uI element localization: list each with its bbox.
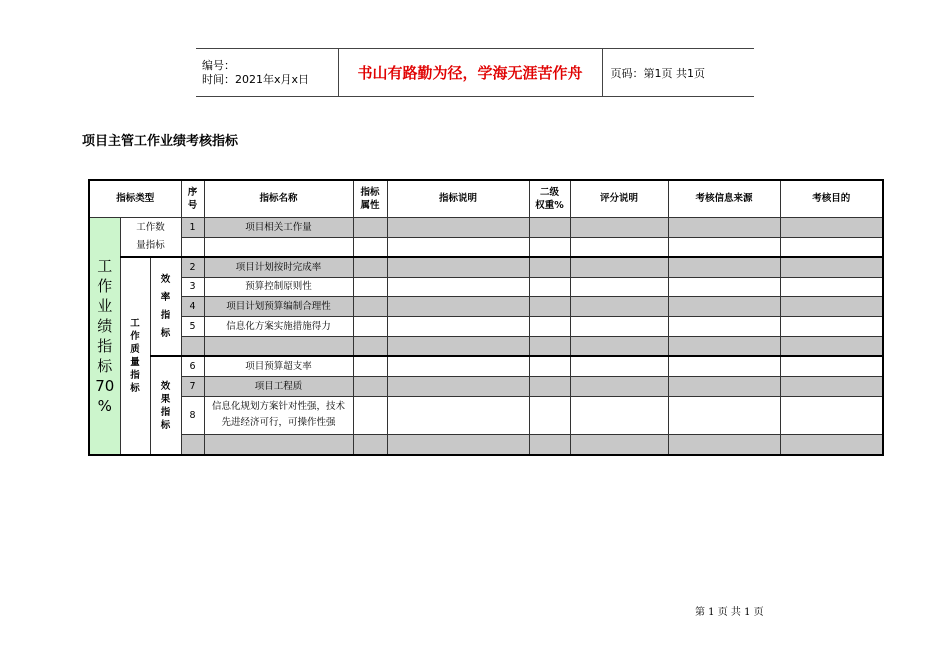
seq-cell: 7 [181, 376, 204, 396]
header-weight: 二级 权重% [529, 180, 570, 217]
name-cell: 信息化规划方案针对性强，技术先进经济可行，可操作性强 [204, 396, 353, 434]
seq-cell: 5 [181, 316, 204, 336]
header-attr: 指标 属性 [353, 180, 387, 217]
table-row [89, 257, 883, 277]
name-cell: 预算控制原则性 [204, 277, 353, 296]
seq-cell: 4 [181, 296, 204, 316]
seq-cell [181, 237, 204, 257]
table-row [89, 316, 883, 336]
name-cell [204, 434, 353, 455]
table-header-row [89, 180, 883, 217]
name-cell: 项目相关工作量 [204, 217, 353, 237]
category-effect: 效 果 指 标 [150, 356, 181, 455]
table-row [89, 376, 883, 396]
name-cell [204, 336, 353, 356]
number-label: 编号： [202, 58, 235, 72]
header-name: 指标名称 [204, 180, 353, 217]
table-row [89, 237, 883, 257]
name-cell: 项目预算超支率 [204, 356, 353, 376]
category-quality: 工 作 质 量 指 标 [120, 257, 150, 455]
category-quantity: 工作数 量指标 [120, 217, 181, 257]
motto: 书山有路勤为径，学海无涯苦作舟 [338, 49, 602, 97]
name-cell [204, 237, 353, 257]
seq-cell [181, 336, 204, 356]
category-level1: 工 作 业 绩 指 标 70 % [89, 217, 120, 455]
seq-cell [181, 434, 204, 455]
header-left [196, 49, 338, 97]
header-score: 评分说明 [570, 180, 668, 217]
table-row [89, 336, 883, 356]
header-source: 考核信息来源 [668, 180, 780, 217]
name-cell: 项目计划按时完成率 [204, 257, 353, 277]
document-header [196, 48, 754, 97]
page-footer: 第 1 页 共 1 页 [695, 607, 764, 618]
table-row [89, 217, 883, 237]
table-row [89, 296, 883, 316]
table-row [89, 356, 883, 376]
kpi-table [88, 179, 884, 456]
document-title: 项目主管工作业绩考核指标 [82, 134, 239, 149]
name-cell: 项目工程质 [204, 376, 353, 396]
seq-cell: 1 [181, 217, 204, 237]
seq-cell: 8 [181, 396, 204, 434]
seq-cell: 2 [181, 257, 204, 277]
table-row [89, 277, 883, 296]
name-cell: 项目计划预算编制合理性 [204, 296, 353, 316]
category-efficiency: 效 率 指 标 [150, 257, 181, 356]
time-label: 时间：2021年x月x日 [202, 72, 310, 86]
header-desc: 指标说明 [387, 180, 529, 217]
seq-cell: 3 [181, 277, 204, 296]
header-purpose: 考核目的 [780, 180, 883, 217]
header-type: 指标类型 [89, 180, 181, 217]
table-row [89, 434, 883, 455]
page-info: 页码：第1页 共1页 [602, 49, 754, 97]
seq-cell: 6 [181, 356, 204, 376]
table-row [89, 396, 883, 434]
header-seq: 序 号 [181, 180, 204, 217]
name-cell: 信息化方案实施措施得力 [204, 316, 353, 336]
